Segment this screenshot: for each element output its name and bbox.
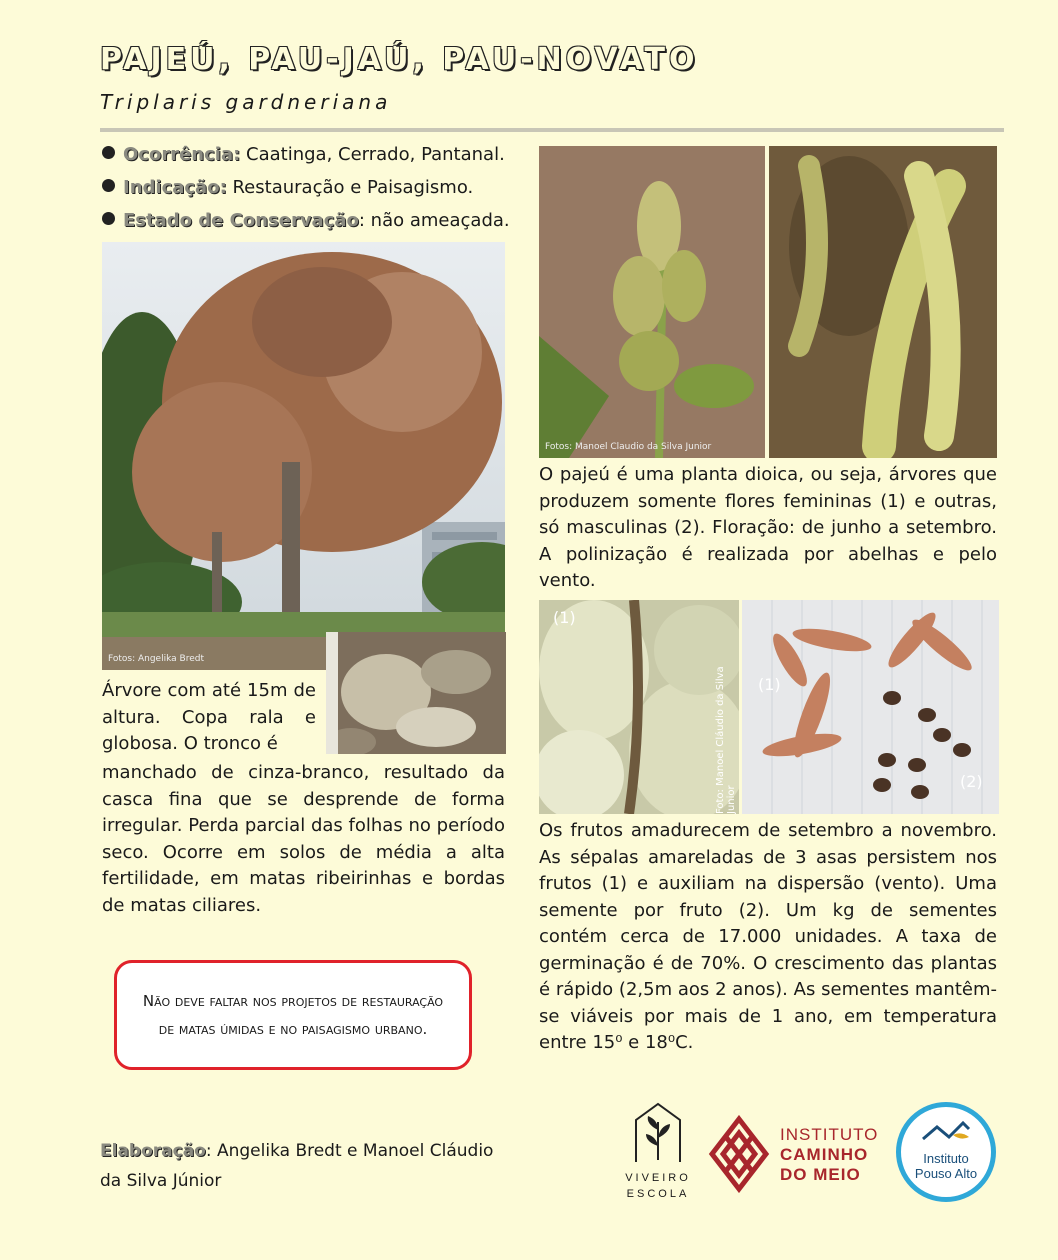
credits-footer	[100, 1136, 500, 1196]
header-divider	[100, 128, 1004, 132]
tree-photo	[102, 242, 505, 670]
fruit-description: Os frutos amadurecem de setembro a novembro. As sépalas amareladas de 3 asas persistem nos frutos (1) e auxiliam na dispersão (vento). Uma semente por fruto (2). Um kg de sementes contém cerca de 17.000 unidades. A taxa de germinação é de 70%. O crescimento das plantas é rápido (2,5m aos 2 anos). As sementes mantêm-se viáveis por mais de 1 ano, em temperatura entre 15⁰ e 18⁰C.	[539, 820, 997, 1053]
icm-text-1: INSTITUTO	[780, 1125, 879, 1144]
bullet-icon	[102, 179, 115, 192]
credits-value: : Angelika Bredt e Manoel Cláudio da Silva Júnior	[100, 1141, 494, 1191]
flower-photo-credit: Fotos: Manoel Claudio da Silva Junior	[545, 442, 712, 452]
endless-knot-icon	[708, 1115, 770, 1193]
icm-text-3: DO MEIO	[780, 1165, 861, 1184]
info-value: Caatinga, Cerrado, Pantanal.	[240, 144, 505, 165]
recommendation-text: Não deve faltar nos projetos de restauração de matas úmidas e no paisagismo urbano.	[142, 992, 444, 1038]
info-label: Indicação:	[123, 177, 227, 198]
info-conservation	[102, 208, 510, 234]
fruit-photo	[539, 600, 739, 814]
info-occurrence	[102, 142, 505, 168]
info-value: : não ameaçada.	[358, 210, 510, 231]
fruit-photo-credit: Foto: Manoel Cláudio da Silva Junior	[715, 666, 737, 814]
info-indication	[102, 175, 473, 201]
seed-label-2: (2)	[960, 772, 983, 791]
recommendation-callout	[114, 960, 472, 1070]
info-label: Estado de Conservação	[123, 210, 359, 231]
bird-icon	[919, 1121, 973, 1147]
page-title: PAJEÚ, PAU-JAÚ, PAU-NOVATO	[100, 42, 699, 77]
instituto-caminho-do-meio-logo	[708, 1115, 878, 1195]
ipa-text-1: Instituto	[923, 1151, 969, 1166]
flower-description: O pajeú é uma planta dioica, ou seja, árvores que produzem somente flores femininas (1) e outras, só masculinas (2). Floração: de junho a setembro. A polinização é realizada por abelhas e pelo vento.	[539, 464, 997, 591]
viveiro-text: VIVEIRO	[625, 1172, 691, 1184]
bark-photo	[326, 632, 506, 754]
info-label: Ocorrência:	[123, 144, 241, 165]
female-flower-photo	[539, 146, 765, 458]
leaf-house-icon	[628, 1100, 688, 1166]
seed-photo	[742, 600, 999, 814]
bullet-icon	[102, 146, 115, 159]
icm-text-2: CAMINHO	[780, 1145, 869, 1164]
fruit-label-1: (1)	[553, 608, 576, 627]
credits-label: Elaboração	[100, 1141, 206, 1161]
tree-photo-credit: Fotos: Angelika Bredt	[108, 654, 204, 664]
male-flower-photo	[769, 146, 997, 458]
scientific-name: Triplaris gardneriana	[100, 90, 392, 114]
bullet-icon	[102, 212, 115, 225]
viveiro-escola-logo	[622, 1100, 694, 1204]
info-value: Restauração e Paisagismo.	[226, 177, 474, 198]
tree-description-top: Árvore com até 15m de altura. Copa rala e globosa. O tronco é	[102, 680, 316, 754]
seed-label-1: (1)	[758, 675, 781, 694]
tree-description-bottom: manchado de cinza-branco, resultado da casca fina que se desprende de forma irregular. Perda parcial das folhas no período seco. Ocorre em solos de média a alta fertilidade, em matas ribeirinhas e bordas de matas ciliares.	[102, 762, 505, 916]
ipa-text-2: Pouso Alto	[914, 1166, 978, 1181]
escola-text: ESCOLA	[626, 1188, 690, 1200]
instituto-pouso-alto-logo	[896, 1102, 996, 1202]
